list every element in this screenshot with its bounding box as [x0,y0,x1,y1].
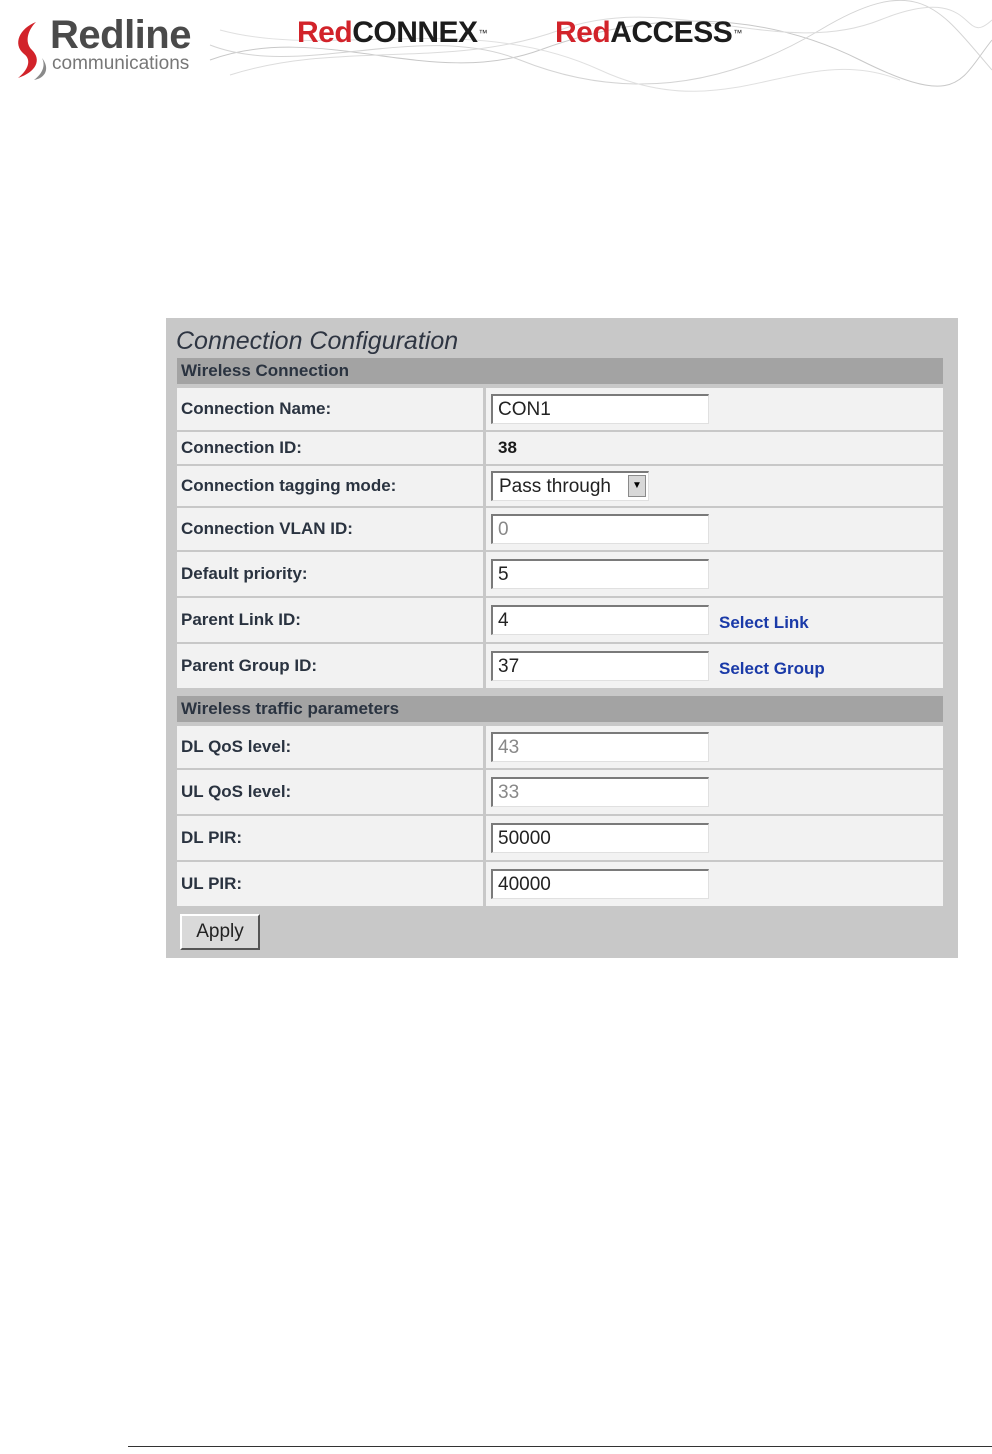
footer-divider [128,1446,992,1447]
parent-link-id-label: Parent Link ID: [181,610,301,629]
vlan-id-input[interactable] [491,514,709,544]
ul-pir-input[interactable] [491,869,709,899]
row-vlan-id [177,508,943,550]
dl-qos-input[interactable] [491,732,709,762]
row-tagging-mode [177,466,943,506]
row-dl-qos [177,726,943,768]
vlan-id-label: Connection VLAN ID: [181,519,353,538]
brand-redaccess: RedACCESS™ [555,16,742,49]
parent-group-id-label: Parent Group ID: [181,656,318,675]
dl-pir-input[interactable] [491,823,709,853]
row-default-priority [177,552,943,596]
row-parent-link-id [177,598,943,642]
select-group-link[interactable]: Select Group [719,659,825,678]
ul-pir-label: UL PIR: [181,874,243,893]
section-wireless-connection: Wireless Connection [177,358,943,384]
dl-qos-label: DL QoS level: [181,737,292,756]
row-connection-name [177,388,943,430]
connection-name-label: Connection Name: [181,399,332,418]
tagging-mode-selected-value: Pass through [499,476,611,497]
header-banner [0,0,992,92]
ul-qos-input[interactable] [491,777,709,807]
apply-button[interactable]: Apply [180,914,260,950]
default-priority-input[interactable] [491,559,709,589]
default-priority-label: Default priority: [181,564,308,583]
connection-id-value: 38 [498,438,517,457]
row-connection-id [177,432,943,464]
redline-logo-icon [6,18,50,82]
connection-name-input[interactable] [491,394,709,424]
logo-wordmark: Redline [50,13,191,57]
connection-id-label: Connection ID: [181,438,302,457]
brand-redconnex: RedCONNEX™ [297,16,488,49]
tagging-mode-select[interactable] [491,471,649,501]
parent-group-id-input[interactable] [491,651,709,681]
ul-qos-label: UL QoS level: [181,782,292,801]
row-ul-pir [177,862,943,906]
parent-link-id-input[interactable] [491,605,709,635]
logo-subtitle: communications [52,53,190,74]
section-wireless-traffic: Wireless traffic parameters [177,696,943,722]
panel-title: Connection Configuration [176,327,459,355]
tagging-mode-label: Connection tagging mode: [181,476,397,495]
select-link-link[interactable]: Select Link [719,613,809,632]
connection-config-panel [166,318,958,958]
row-dl-pir [177,816,943,860]
row-parent-group-id [177,644,943,688]
row-ul-qos [177,770,943,814]
chevron-down-icon[interactable]: ▼ [628,475,646,497]
dl-pir-label: DL PIR: [181,828,243,847]
